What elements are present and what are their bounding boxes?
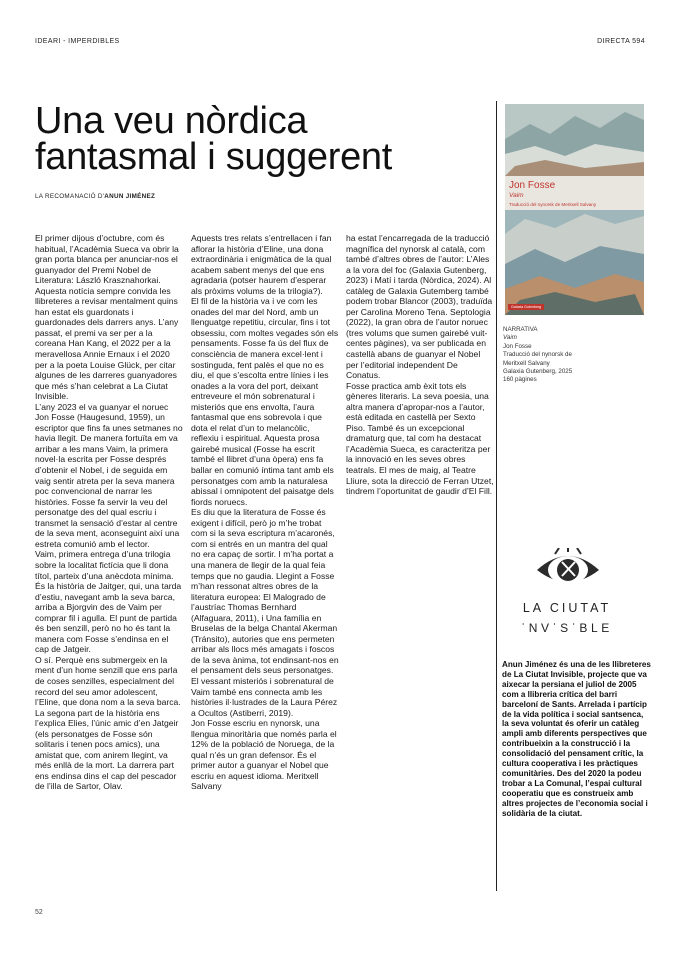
logo-line-2: ˈNVˈSˈBLE <box>521 621 613 635</box>
article-column-3 <box>346 233 494 497</box>
book-pages: 160 pàgines <box>503 376 537 384</box>
byline-prefix: LA RECOMANACIÓ D' <box>35 193 105 200</box>
book-cover <box>505 104 644 315</box>
cover-subtitle: Traducció del nynorsk de Meritxell Salvany <box>509 202 597 207</box>
book-info <box>503 326 572 385</box>
book-translator-label: Traducció del nynorsk de <box>503 351 572 359</box>
article-title: Una veu nòrdica fantasmal i suggerent <box>35 100 393 178</box>
byline-author: ANUN JIMÉNEZ <box>104 193 156 200</box>
byline <box>35 193 155 200</box>
paragraph: O sí. Perquè ens submergeix en la ment d’un home senzill que ens parla de coses senzilles, especialment del record del seu amor adolescent, l’Eline, que dona nom a la seva barca. La segona part de la història ens l’explica Elies, l’únic amic d’en Jatgeir (els personatges de Fosse són solitaris i tenen pocs amics), una amistat que, com anirem llegint, va més enllà de la mort. La darrera part ens endinsa dins el cap del pescador de l’illa de Sartor, Olav. <box>35 654 181 792</box>
paragraph: Es diu que la literatura de Fosse és exigent i difícil, però jo m’he trobat com si la seva escriptura m’acaronés, com si entrés en un mantra del qual no era capaç de sortir. I m’ha portat a una manera de llegir de la qual feia temps que no gaudia. Llegint a Fosse m’han ressonat altres obres de la literatura europea: El Malogrado de l’austríac Thomas Bernhard (Alfaguara, 2011), i Una família en Bruselas de la belga Chantal Akerman (Tránsito), autories que ens permeten arribar als llocs més amagats i foscos de la seva ànima, tot endinsant-nos en el pensament dels seus personatges. El vessant misteriós i sobrenatural de Vaim també ens connecta amb les històries il·lustrades de la Laura Pérez a Ocultos (Astiberri, 2019). <box>191 507 339 718</box>
book-title: Vaim <box>503 334 517 342</box>
eye-logo-icon <box>535 548 601 590</box>
issue-label: DIRECTA 594 <box>597 38 645 45</box>
paragraph: Fosse practica amb èxit tots els gèneres literaris. La seva poesia, una altra manera d’apropar-nos a l’autor, està editada en castellà per Sexto Piso. També és un excepcional dramaturg que, tal com ha destacat l’Acadèmia Sueca, es caracteritza per la innovació en les seves obres teatrals. El mes de maig, al Teatre Lliure, sota la direcció de Ferran Utzet, tindrem l’oportunitat de gaudir d’El Fill. <box>346 380 494 497</box>
cover-painting <box>505 104 644 315</box>
book-publisher: Galaxia Gutenberg, 2025 <box>503 368 573 376</box>
paragraph: El primer dijous d’octubre, com és habitual, l’Acadèmia Sueca va obrir la gran porta blanca per anunciar-nos el guanyador del Premi Nobel de Literatura: László Krasznahorkai. Aquesta notícia sempre convida les llibreteres a revisar mentalment quins han estat els guardonats i guardonades dels darrers anys. L’any passat, el premi va ser per a la coreana Han Kang, el 2022 per a la meravellosa Annie Ernaux i el 2020 per a la poeta Louise Glück, per citar algunes de les darreres guanyadores que més s’han celebrat a La Ciutat Invisible. <box>35 233 179 402</box>
book-genre: NARRATIVA <box>503 326 538 333</box>
cover-author: Jon Fosse <box>509 180 556 191</box>
book-translator: Meritxell Salvany <box>503 359 550 367</box>
paragraph: Jon Fosse escriu en nynorsk, una llengua minoritària que només parla el 12% de la població de Noruega, de la qual n’és un gran defensor. És el primer autor a guanyar el Nobel que escriu en aquest idioma. Meritxell Salvany <box>191 718 337 792</box>
sidebar-divider <box>496 101 497 891</box>
cover-publisher: Galaxia Gutenberg <box>508 304 544 310</box>
bookstore-logo <box>522 548 642 635</box>
page-number: 52 <box>35 909 43 916</box>
section-label: IDEARI - IMPERDIBLES <box>35 38 120 45</box>
paragraph: El fil de la història va i ve com les onades del mar del Nord, amb un llenguatge repetitiu, circular, fins i tot obsessiu, com moltes vegades són els pensaments. Fosse fa ús del flux de consciència de manera excel·lent i sostinguda, fent palès el que no es diu, el que s’escolta entre línies i les onades a la vora del port, deixant entreveure el món sobrenatural i misteriós que ens envolta, l’aura fantasmal que ens sobrevola i que dota el relat d’un to melancòlic, reflexiu i espiritual. Aquesta prosa gairebé musical (Fosse ha escrit també el llibret d’una òpera) ens fa ballar en comunió íntima tant amb els personatges com amb la naturalesa abissal i omnipotent del paisatge dels fiords noruecs. <box>191 296 339 507</box>
paragraph: Aquests tres relats s’entrellacen i fan aflorar la història d’Eline, una dona extraordinària i enigmàtica de la qual acabem sabent menys del que ens agradaria (potser haurem d’esperar als pròxims volums de la trilogia?). <box>191 233 332 296</box>
paragraph: ha estat l’encarregada de la traducció magnífica del nynorsk al català, com també d’altres obres de l’autor: L’Ales a la vora del foc (Galaxia Gutenberg, 2023) i Matí i tarda (Nòrdica, 2024). Al catàleg de Galaxia Gutemberg també podem trobar Blancor (2003), traduïda per Carolina Moreno Tena. Septologia (2022), la gran obra de l’autor noruec (tres volums que sumen gairebé vuit-centes pàgines), va ser publicada en castellà abans de guanyar el Nobel per l’editorial independent De Conatus. <box>346 233 493 381</box>
bio-text: Anun Jiménez és una de les llibreteres de La Ciutat Invisible, projecte que va aixecar la persiana el juliol de 2005 com a llibreria crítica del barri barceloní de Sants. Arrelada i partícip de la vida política i social santsenca, la seva voluntat és oferir un catàleg ampli amb diferents perspectives que contribueixin a la construcció i la consolidació del pensament crític, la cultura cooperativa i les pràctiques comunitàries. Des del 2020 la podeu trobar a La Comunal, l’espai cultural cooperatiu que es construeix amb altres projectes de l’economia social i solidària de la ciutat. <box>502 660 651 818</box>
cover-title: Vaim <box>509 192 524 199</box>
author-bio <box>502 660 652 819</box>
article-column-2 <box>191 233 339 792</box>
book-author: Jon Fosse <box>503 342 532 350</box>
paragraph: Vaim, primera entrega d’una trilogia sobre la localitat fictícia que li dona títol, parteix d’una anècdota mínima. És la història de Jaitger, qui, una tarda d’estiu, navegant amb la seva barca, arriba a Bjorgvin des de Vaim per comprar fil i agulla. El punt de partida és ben senzill, però no ho és tant la manera com Fosse s’endinsa en el cap de Jatgeir. <box>35 549 182 655</box>
paragraph: L’any 2023 el va guanyar el noruec Jon Fosse (Haugesund, 1959), un escriptor que fins fa unes setmanes no havia llegit. De manera fortuïta em va arribar a les mans Vaim, la primera novel·la escrita per Fosse després d’obtenir el Nobel, i de seguida em vaig sentir atreta per la seva manera poc convencional de narrar les històries. Fosse fa servir la veu del personatge des del qual escriu i transmet la sensació d’estar al centre de la seva ment, aconseguint així una estreta comunió amb el lector. <box>35 401 183 549</box>
article-column-1 <box>35 233 183 792</box>
logo-line-1: LA CIUTAT <box>522 601 612 615</box>
